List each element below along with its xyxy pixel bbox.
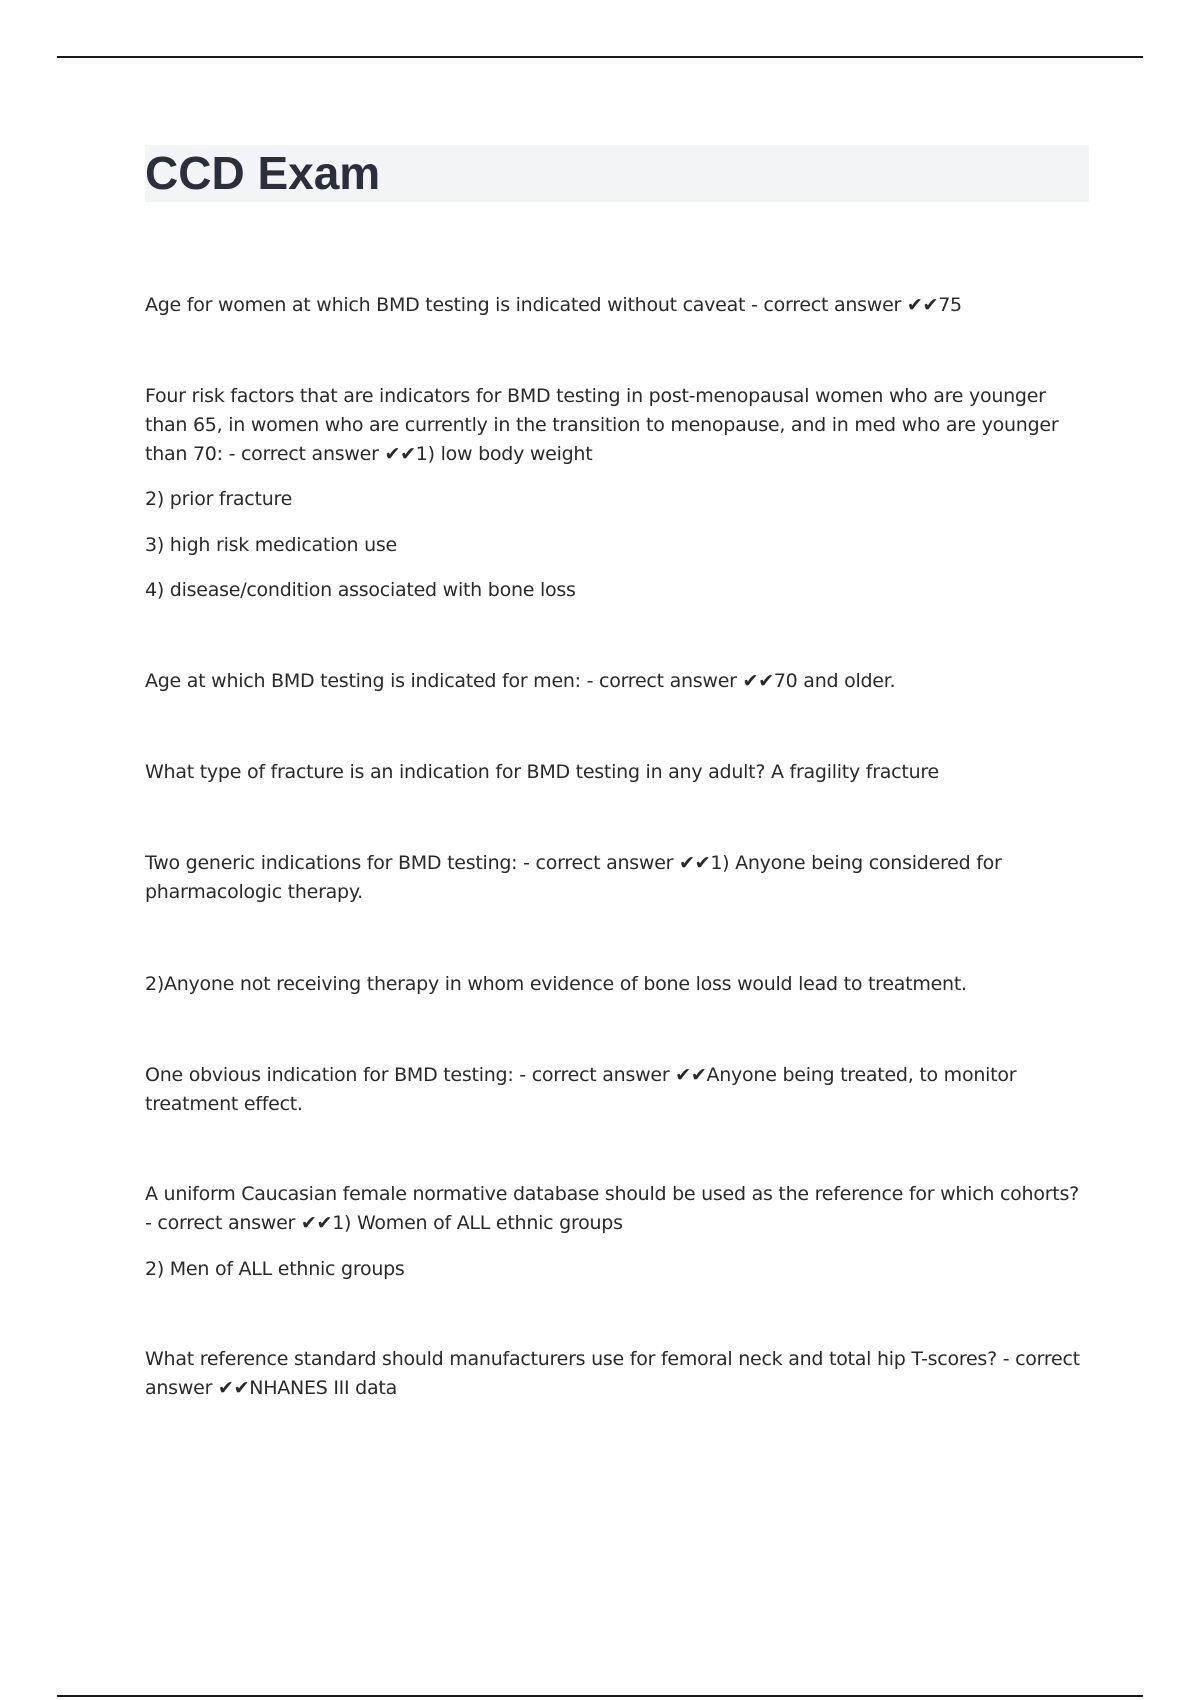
- qa-paragraph-7: A uniform Caucasian female normative database should be used as the reference for which cohorts? - correct answer ✔✔1) Women of ALL ethnic groups: [145, 1183, 1079, 1234]
- qa-paragraph-2: Four risk factors that are indicators for BMD testing in post-menopausal women who are younger than 65, in women who are currently in the transition to menopause, and in med who are younger than 70: - correct answer ✔✔1) low body weight: [145, 385, 1059, 465]
- bottom-rule: [57, 1695, 1143, 1697]
- qa-paragraph-1: Age for women at which BMD testing is indicated without caveat - correct answer ✔✔75: [145, 294, 962, 316]
- document-title: CCD Exam: [145, 147, 381, 199]
- list-item-bone-loss: 4) disease/condition associated with bone loss: [145, 579, 576, 601]
- list-item-prior-fracture: 2) prior fracture: [145, 488, 293, 510]
- top-rule: [57, 56, 1143, 58]
- list-item-men-ethnic-groups: 2) Men of ALL ethnic groups: [145, 1258, 405, 1280]
- qa-paragraph-4: What type of fracture is an indication for BMD testing in any adult? A fragility fracture: [145, 761, 939, 783]
- qa-paragraph-6: One obvious indication for BMD testing: - correct answer ✔✔Anyone being treated, to monitor treatment effect.: [145, 1064, 1017, 1115]
- list-item-medication-use: 3) high risk medication use: [145, 534, 397, 556]
- qa-paragraph-5: Two generic indications for BMD testing: - correct answer ✔✔1) Anyone being considered for pharmacologic therapy.: [145, 852, 1002, 903]
- qa-paragraph-8: What reference standard should manufacturers use for femoral neck and total hip T-scores? - correct answer ✔✔NHANES III data: [145, 1348, 1080, 1399]
- qa-paragraph-3: Age at which BMD testing is indicated for men: - correct answer ✔✔70 and older.: [145, 670, 896, 692]
- qa-paragraph-5-part-2: 2)Anyone not receiving therapy in whom evidence of bone loss would lead to treatment.: [145, 973, 967, 995]
